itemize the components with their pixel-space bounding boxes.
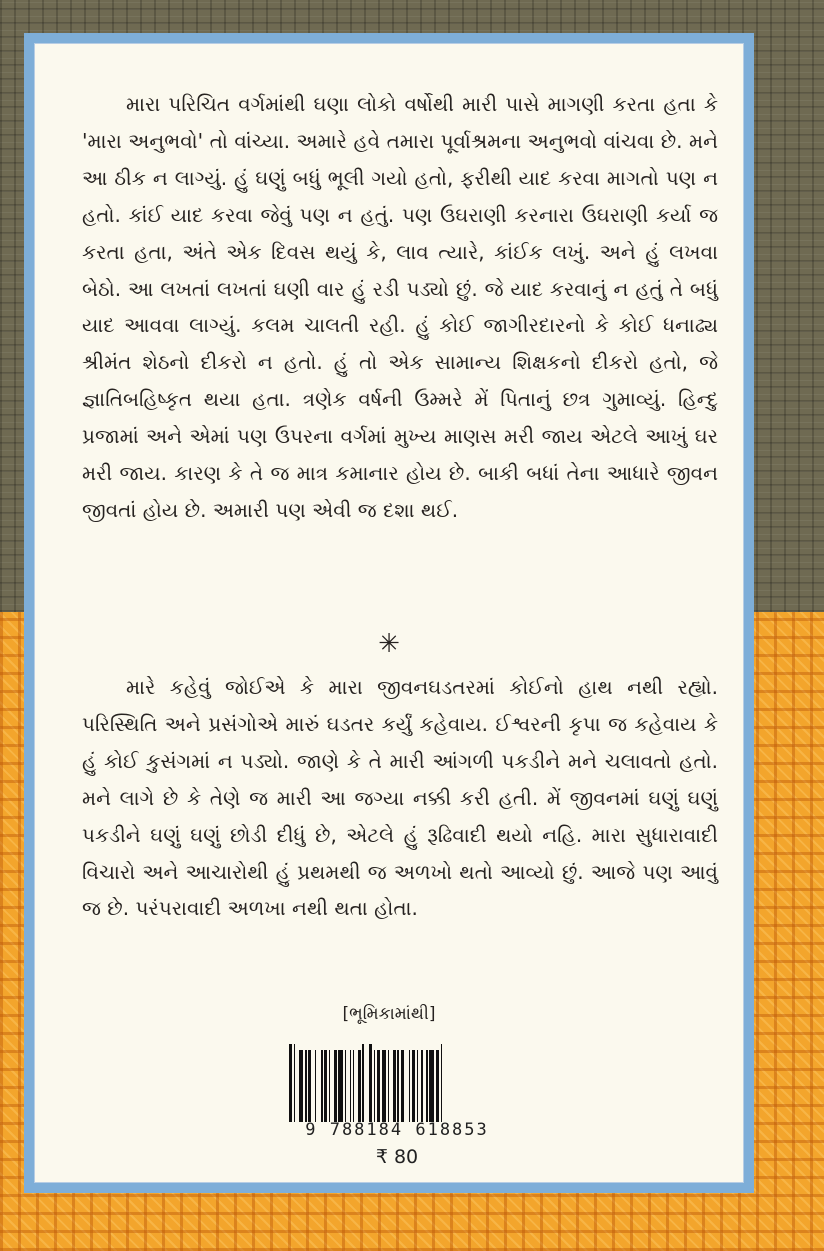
blurb-paragraph-1	[82, 86, 718, 529]
text-panel-border	[24, 33, 754, 1193]
barcode-icon	[281, 1044, 513, 1122]
paragraph-2-text: મારે કહેવું જોઈએ કે મારા જીવનઘડતરમાં કોઈનો હાથ નથી રહ્યો. પરિસ્થિતિ અને પ્રસંગોએ મારું ઘડતર કર્યું કહેવાય. ઈશ્વરની કૃપા જ કહેવાય કે હું કોઈ કુસંગમાં ન પડ્યો. જાણે કે તે મારી આંગળી પકડીને મને ચલાવતો હતો. મને લાગે છે કે તેણે જ મારી આ જગ્યા નક્કી કરી હતી. મેં જીવનમાં ઘણું ઘણું પકડીને ઘણું ઘણું છોડી દીધું છે, એટલે હું રૂઢિવાદી થયો નહિ. મારા સુધારાવાદી વિચારો અને આચારોથી હું પ્રથમથી જ અળખો થતો આવ્યો છું. આજે પણ આવું જ છે. પરંપરાવાદી અળખા નથી થતા હોતા.	[82, 675, 718, 921]
text-panel	[34, 43, 744, 1183]
price-label: ₹ 80	[375, 1146, 419, 1168]
isbn-barcode-block	[281, 1044, 513, 1168]
isbn-number: 9 788184 618853	[305, 1120, 489, 1140]
source-note: [ભૂમિકામાંથી]	[342, 1004, 436, 1024]
blurb-paragraph-2	[82, 669, 718, 927]
separator-asterisk: ✳	[378, 629, 400, 659]
paragraph-1-text: મારા પરિચિત વર્ગમાંથી ઘણા લોકો વર્ષોથી મારી પાસે માગણી કરતા હતા કે 'મારા અનુભવો' તો વાંચ્યા. અમારે હવે તમારા પૂર્વાશ્રમના અનુભવો વાંચવા છે. મને આ ઠીક ન લાગ્યું. હું ઘણું બધું ભૂલી ગયો હતો, ફરીથી યાદ કરવા માગતો પણ ન હતો. કાંઈ યાદ કરવા જેવું પણ ન હતું. પણ ઉઘરાણી કરનારા ઉઘરાણી કર્યા જ કરતા હતા, અંતે એક દિવસ થયું કે, લાવ ત્યારે, કાંઈક લખું. અને હું લખવા બેઠો. આ લખતાં લખતાં ઘણી વાર હું રડી પડ્યો છું. જે યાદ કરવાનું ન હતું તે બધું યાદ આવવા લાગ્યું. કલમ ચાલતી રહી. હું કોઈ જાગીરદારનો કે કોઈ ધનાઢ્ય શ્રીમંત શેઠનો દીકરો ન હતો. હું તો એક સામાન્ય શિક્ષકનો દીકરો હતો, જે જ્ઞાતિબહિષ્કૃત થયા હતા. ત્રણેક વર્ષની ઉમ્મરે મેં પિતાનું છત્ર ગુમાવ્યું. હિન્દુ પ્રજામાં અને એમાં પણ ઉપરના વર્ગમાં મુખ્ય માણસ મરી જાય એટલે આખું ઘર મરી જાય. કારણ કે તે જ માત્ર કમાનાર હોય છે. બાકી બધાં તેના આધારે જીવન જીવતાં હોય છે. અમારી પણ એવી જ દશા થઈ.	[82, 92, 718, 522]
